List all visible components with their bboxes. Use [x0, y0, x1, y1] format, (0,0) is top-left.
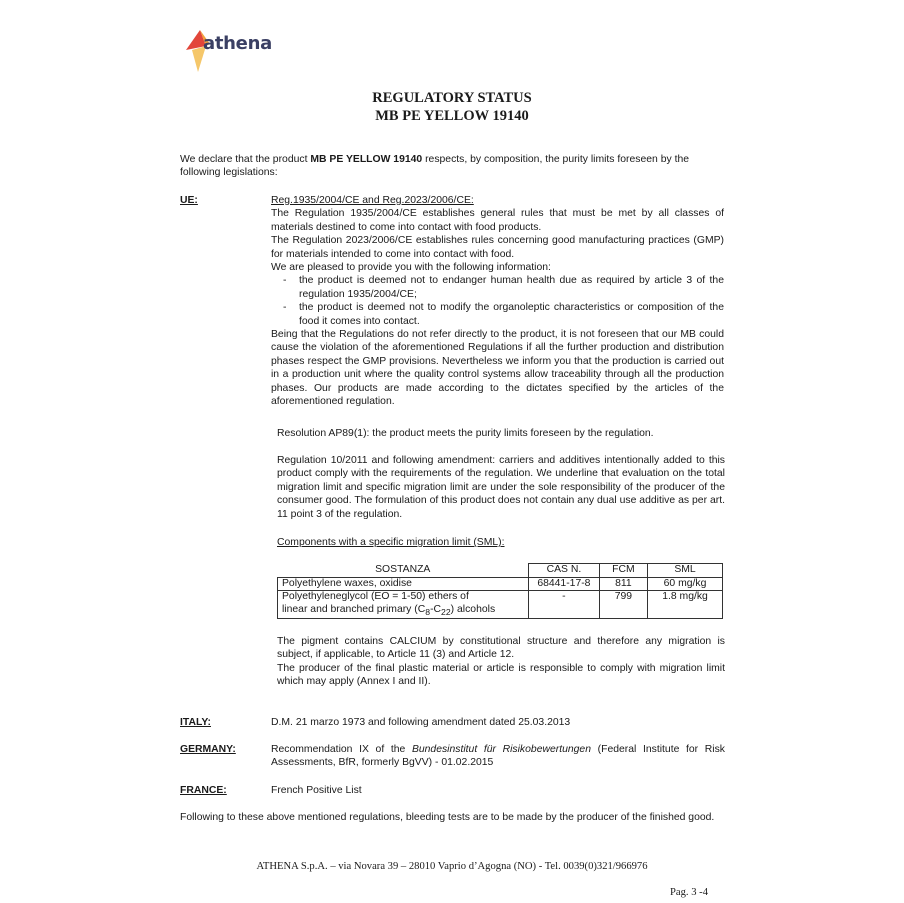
intro-product-name: MB PE YELLOW 19140	[310, 154, 423, 165]
section-label-ue: UE:	[180, 195, 198, 206]
pigment-paragraph-1: The pigment contains CALCIUM by constitutional structure and therefore any migration is subject, if applicable, to Article 11 (3) and Article 12.	[277, 636, 725, 661]
list-item: - the product is deemed not to modify the organoleptic characteristics or composition of the food it comes into contact.	[271, 301, 724, 328]
col-header-sml: SML	[648, 564, 723, 578]
table-header-row	[278, 564, 723, 578]
cell-fcm: 811	[599, 577, 647, 591]
section-label-france: FRANCE:	[180, 785, 227, 796]
product-title: MB PE YELLOW 19140	[375, 108, 529, 124]
ue-paragraph-1: The Regulation 1935/2004/CE establishes general rules that must be met by all classes of materials destined to come into contact with food products.	[271, 208, 724, 233]
germany-text: Recommendation IX of the Bundesinstitut für Risikobewertungen (Federal Institute for Risk Assessments, BfR, formerly BgVV) - 01.02.2015	[271, 744, 725, 769]
sml-table	[277, 563, 723, 619]
cell-sml: 1.8 mg/kg	[648, 591, 723, 619]
italy-text: D.M. 21 marzo 1973 and following amendment dated 25.03.2013	[271, 717, 571, 728]
resolution-ap89: Resolution AP89(1): the product meets the purity limits foreseen by the regulation.	[277, 428, 654, 439]
logo-text: athena	[203, 33, 272, 54]
col-header-substance: SOSTANZA	[375, 563, 431, 575]
col-header-cas: CAS N.	[528, 564, 599, 578]
document-title: REGULATORY STATUS	[372, 90, 532, 106]
france-text: French Positive List	[271, 785, 362, 796]
ue-paragraph-3: We are pleased to provide you with the following information:	[271, 262, 551, 274]
pigment-notes	[277, 635, 725, 689]
section-label-germany: GERMANY:	[180, 744, 236, 755]
cell-cas: 68441-17-8	[528, 577, 599, 591]
cell-fcm: 799	[599, 591, 647, 619]
ue-bullet-list	[271, 274, 724, 328]
cell-substance: Polyethyleneglycol (EO = 1-50) ethers of linear and branched primary $(C_8-C_{22})$ alcohols	[278, 591, 529, 619]
ue-section	[271, 194, 724, 409]
section-label-italy: ITALY:	[180, 717, 211, 728]
page-number: Pag. 3 -4	[670, 887, 708, 898]
closing-paragraph: Following to these above mentioned regulations, bleeding tests are to be made by the producer of the finished good.	[180, 812, 715, 823]
ue-paragraph-2: The Regulation 2023/2006/CE establishes rules concerning good manufacturing practices (GMP) for materials intended to come into contact with food.	[271, 235, 724, 260]
ue-heading: Reg.1935/2004/CE and Reg.2023/2006/CE:	[271, 195, 474, 206]
table-row	[278, 577, 723, 591]
company-logo	[186, 28, 276, 74]
regulation-10-2011: Regulation 10/2011 and following amendment: carriers and additives intentionally added to this product comply with the requirements of the regulation. We underline that evaluation on the total migration limit and specific migration limit are under the sole responsibility of the producer of the consumer good. The formulation of this product does not contain any dual use additive as per art. 11 point 3 of the regulation.	[277, 455, 725, 520]
table-row	[278, 591, 723, 619]
ue-paragraph-4: Being that the Regulations do not refer directly to the product, it is not foreseen that our MB could cause the violation of the aforementioned Regulations if all the further production and distribution phases respect the GMP provisions. Nevertheless we inform you that the production is carried out in a production unit where the quality control systems allow traceability through all the production phases. Our products are made according to the dictates specified by the articles of the aforementioned regulation.	[271, 329, 724, 408]
cell-cas: -	[528, 591, 599, 619]
pigment-paragraph-2: The producer of the final plastic material or article is responsible to comply with migration limit which may apply (Annex I and II).	[277, 662, 725, 688]
components-heading: Components with a specific migration limit (SML):	[277, 537, 505, 548]
cell-substance: Polyethylene waxes, oxidise	[278, 577, 529, 591]
cell-sml: 60 mg/kg	[648, 577, 723, 591]
list-item: - the product is deemed not to endanger human health due as required by article 3 of the regulation 1935/2004/CE;	[271, 274, 724, 301]
intro-paragraph: We declare that the product MB PE YELLOW 19140 respects, by composition, the purity limits foreseen by the following legislations:	[180, 154, 690, 179]
col-header-fcm: FCM	[599, 564, 647, 578]
footer-address: ATHENA S.p.A. – via Novara 39 – 28010 Vaprio d’Agogna (NO) - Tel. 0039(0)321/966976	[256, 861, 648, 872]
